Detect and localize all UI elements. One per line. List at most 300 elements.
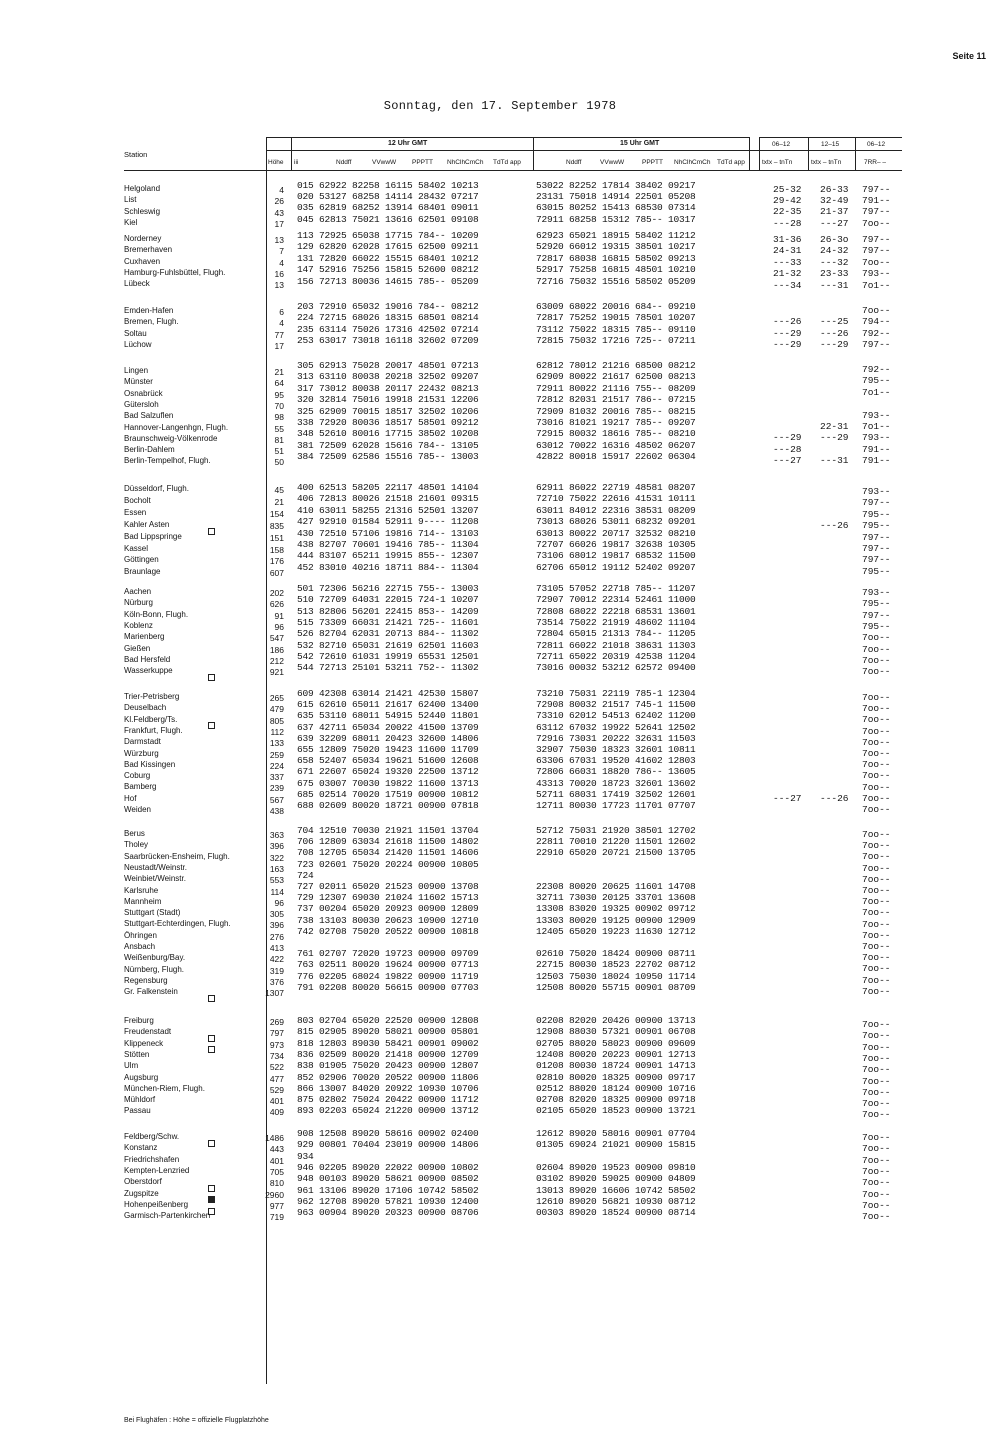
station-height: 529 [269, 1084, 284, 1095]
station-height: 719 [269, 1212, 284, 1223]
precip-06-12: 795-- [862, 375, 891, 387]
station-height: 805 [269, 715, 284, 726]
precip-06-12: 795-- [862, 565, 891, 577]
open-square-icon [208, 722, 215, 729]
obs-12-utc: 946 02205 89020 22022 00900 10802 [297, 1161, 479, 1173]
obs-12-utc: 235 63114 75026 17316 42502 07214 [297, 323, 479, 335]
obs-12-utc: 427 92910 01584 52911 9---- 11208 [297, 516, 479, 528]
obs-15-utc: 12508 80020 55715 00901 08709 [536, 981, 696, 993]
precip-06-12: 7oo-- [862, 217, 891, 229]
obs-15-utc: 62706 65012 19112 52402 09207 [536, 561, 696, 573]
obs-15-utc: 62911 86022 22719 48581 08207 [536, 482, 696, 493]
precip-06-12: 7oo-- [862, 1064, 891, 1076]
station-height: 7 [279, 246, 284, 257]
obs-12-utc: 045 62813 75021 13616 62501 09108 [297, 213, 479, 225]
page-number: Seite 11 [952, 51, 986, 61]
obs-12-utc: 348 52610 80016 17715 38502 10208 [297, 428, 479, 440]
obs-15-utc: 63013 80022 20717 32532 08210 [536, 527, 696, 539]
open-square-icon [208, 528, 215, 535]
precip-06-12: 7oo-- [862, 632, 891, 644]
station-height: 13 [274, 235, 284, 245]
obs-15-utc: 62923 65021 18915 58402 11212 [536, 230, 696, 241]
station-name: Wasserkuppe [124, 666, 173, 676]
obs-15-utc: 63112 67032 19922 52641 12502 [536, 721, 696, 733]
obs-12-utc: 961 13106 89020 17106 10742 58502 [297, 1184, 479, 1196]
extra-divider-rule-1 [759, 137, 760, 170]
obs-15-utc: 13013 89020 16606 10742 58502 [536, 1184, 696, 1196]
obs-15-utc: 02708 82020 18325 00900 09718 [536, 1094, 696, 1106]
station-height: 322 [269, 852, 284, 863]
col12-clouds: NhClhCmCh [447, 159, 484, 166]
obs-12-utc: 908 12508 89020 58616 00902 02400 [297, 1128, 479, 1139]
temp-range-06-12: 22-35 [773, 206, 802, 218]
station-height: 977 [269, 1200, 284, 1211]
precip-06-12: 7oo-- [862, 1199, 891, 1211]
station-name: Berus [124, 829, 145, 838]
station-height: 176 [269, 556, 284, 567]
station-height: 112 [270, 726, 284, 737]
station-name: Cuxhaven [124, 256, 161, 266]
precip-06-12: 7oo-- [862, 1098, 891, 1110]
station-height: 319 [269, 965, 284, 976]
station-height: 4 [279, 257, 284, 268]
temp-range-12-15: ---29 [820, 432, 849, 444]
station-height: 479 [269, 704, 284, 715]
station-height: 16 [274, 268, 284, 279]
obs-12-utc: 791 02208 80020 56615 00900 07703 [297, 981, 479, 993]
header-top-line-right [759, 137, 902, 138]
header-bottom-line [124, 170, 902, 171]
station-height: 163 [269, 863, 284, 874]
obs-15-utc: 73210 75031 22119 785-1 12304 [536, 688, 696, 699]
obs-15-utc: 22910 65020 20721 21500 13705 [536, 847, 696, 859]
station-name: Essen [124, 507, 147, 517]
precip-06-12: 7oo-- [862, 736, 891, 748]
station-height: 114 [270, 886, 284, 897]
station-name: Münster [124, 377, 153, 387]
station-height: 305 [269, 909, 284, 920]
obs-12-utc: 526 82704 62031 20713 884-- 11302 [297, 628, 479, 640]
col12-nddff: Nddff [336, 159, 352, 166]
precip-06-12: 7oo-- [862, 770, 891, 782]
temp-range-12-15: ---26 [820, 327, 849, 339]
precip-06-12: 7oo-- [862, 929, 891, 941]
precip-06-12: 7oo-- [862, 974, 891, 986]
temp-range-06-12: ---33 [773, 256, 802, 268]
temp-range-12-15: ---25 [820, 316, 849, 328]
station-name: Düsseldorf, Flugh. [124, 484, 189, 493]
obs-12-utc: 020 53127 68258 14114 28432 07217 [297, 191, 479, 203]
station-name: Karlsruhe [124, 885, 159, 895]
obs-12-utc: 542 72610 61031 19919 65531 12501 [297, 650, 479, 662]
station-height: 96 [274, 897, 284, 908]
precip-06-12: 797-- [862, 338, 891, 350]
open-square-icon [208, 1046, 215, 1053]
station-height: 70 [274, 400, 284, 411]
page-title: Sonntag, den 17. September 1978 [383, 99, 617, 113]
obs-12-utc: 776 02205 68024 19822 00900 11719 [297, 970, 479, 982]
precip-06-12: 791-- [862, 443, 891, 455]
obs-15-utc: 01208 80030 18724 00901 14713 [536, 1060, 696, 1072]
obs-15-utc: 73106 68012 19817 68532 11500 [536, 550, 696, 562]
station-name: Tholey [124, 840, 149, 850]
station-height: 4 [279, 185, 284, 195]
obs-12-utc: 818 12803 89030 58421 00901 09002 [297, 1037, 479, 1049]
obs-12-utc: 742 02708 75020 20522 00900 10818 [297, 925, 479, 937]
precip-06-12: 795-- [862, 508, 891, 520]
precip-06-12: 7oo-- [862, 1041, 891, 1053]
precip-06-12: 797-- [862, 497, 891, 509]
mountain-station-marker [208, 1134, 215, 1152]
station-name: Braunlage [124, 567, 161, 577]
station-height: 396 [269, 920, 284, 931]
obs-15-utc: 02604 89020 19523 00900 09810 [536, 1161, 696, 1173]
station-height: 13 [274, 280, 284, 291]
station-height: 396 [269, 841, 284, 852]
station-name: Braunschweig-Völkenrode [124, 433, 218, 443]
obs-12-utc: 803 02704 65020 22520 00900 12808 [297, 1015, 479, 1026]
precip-06-12: 7oo-- [862, 714, 891, 726]
station-height: 45 [274, 485, 284, 495]
station-height: 98 [274, 412, 284, 423]
station-name: Neustadt/Weinstr. [124, 862, 187, 872]
obs-15-utc: 22308 80020 20625 11601 14708 [536, 881, 696, 892]
station-name: Weiden [124, 805, 151, 814]
obs-12-utc: 729 12307 69030 21024 11602 15713 [297, 892, 479, 904]
obs-15-utc: 72815 75032 17216 725-- 07211 [536, 334, 696, 346]
obs-12-utc: 763 02511 80020 19624 00900 07713 [297, 959, 479, 971]
station-name: Trier-Petrisberg [124, 692, 180, 701]
station-name: Hohenpeißenberg [124, 1199, 189, 1209]
precip-06-12: 7oo-- [862, 1188, 891, 1200]
station-name: Nürnberg, Flugh. [124, 964, 185, 974]
col15-nddff: Nddff [566, 159, 582, 166]
station-height: 797 [269, 1028, 284, 1039]
obs-12-utc: 609 42308 63014 21421 42530 15807 [297, 688, 479, 699]
station-name: Schleswig [124, 206, 161, 216]
open-square-icon [208, 1140, 215, 1147]
station-height: 477 [269, 1073, 284, 1084]
col12-dew: TdTd app [493, 159, 521, 166]
precip-06-12: 795-- [862, 598, 891, 610]
station-height: 626 [269, 599, 284, 610]
station-height: 259 [269, 749, 284, 760]
obs-12-utc: 704 12510 70030 21921 11501 13704 [297, 825, 479, 836]
obs-12-utc: 381 72509 62028 15616 784-- 13105 [297, 439, 479, 451]
temp-range-12-15: 22-31 [820, 421, 849, 432]
obs-12-utc: 510 72709 64031 22015 724-1 10207 [297, 594, 479, 606]
obs-12-utc: 639 32209 68011 20423 32600 14806 [297, 732, 479, 744]
obs-15-utc: 52920 66012 19315 38501 10217 [536, 241, 696, 253]
obs-15-utc: 42822 80018 15917 22602 06304 [536, 451, 696, 463]
obs-15-utc: 72915 80032 18616 785-- 08210 [536, 428, 696, 440]
obs-15-utc: 13303 80020 19125 00900 12909 [536, 914, 696, 926]
obs-15-utc: 72711 65022 20319 42538 11204 [536, 650, 696, 662]
station-height: 43 [274, 207, 284, 218]
obs-15-utc: 02610 75020 18424 00900 08711 [536, 948, 696, 960]
precip-06-12: 7oo-- [862, 1086, 891, 1098]
obs-12-utc: 410 63011 58255 21316 52501 13207 [297, 504, 479, 516]
precip-06-12: 7oo-- [862, 725, 891, 737]
obs-12-utc: 305 62913 75028 20017 48501 07213 [297, 360, 479, 371]
precip-06-12: 7oo-- [862, 748, 891, 759]
temp-range-06-12: 25-32 [773, 184, 802, 195]
station-name: Berlin-Tempelhof, Flugh. [124, 456, 211, 466]
station-name: Würzburg [124, 748, 159, 758]
station-height: 363 [269, 830, 284, 840]
height-header: Höhe [268, 159, 284, 166]
precip-06-12: 797-- [862, 554, 891, 566]
group-divider-rule [533, 137, 534, 170]
obs-12-utc: 948 00103 89020 58621 00900 08502 [297, 1173, 479, 1185]
obs-12-utc: 637 42711 65034 20022 41500 13709 [297, 721, 479, 733]
precip-06-12: 7oo-- [862, 1132, 891, 1143]
extra-top-3: 06–12 [867, 141, 886, 148]
station-height: 17 [274, 218, 284, 229]
precip-06-12: 792-- [862, 364, 891, 375]
station-height: 553 [269, 875, 284, 886]
precip-06-12: 7o1-- [862, 279, 891, 291]
obs-15-utc: 63012 70022 16316 48502 06207 [536, 439, 696, 451]
obs-15-utc: 12610 89020 56821 10930 08712 [536, 1195, 696, 1207]
station-height: 705 [269, 1166, 284, 1177]
station-name: Köln-Bonn, Flugh. [124, 609, 189, 619]
obs-15-utc: 23131 75018 14914 22501 05208 [536, 191, 696, 203]
station-height: 443 [269, 1144, 284, 1155]
station-name: Zugspitze [124, 1188, 159, 1198]
obs-12-utc: 131 72820 66022 15515 68401 10212 [297, 252, 479, 264]
station-height: 2960 [265, 1189, 284, 1200]
obs-12-utc: 400 62513 58205 22117 48501 14104 [297, 482, 479, 493]
iii-column-rule [291, 137, 292, 170]
station-name: Freudenstadt [124, 1027, 172, 1037]
obs-15-utc: 72806 66031 18820 786-- 13605 [536, 766, 696, 778]
station-name: München-Riem, Flugh. [124, 1083, 205, 1093]
col12-ppptt: PPPTT [412, 159, 433, 166]
obs-12-utc: 338 72920 80036 18517 58501 09212 [297, 417, 479, 428]
obs-12-utc: 655 12809 75020 19423 11600 11709 [297, 744, 479, 755]
obs-15-utc: 32907 75030 18323 32601 10811 [536, 744, 696, 755]
station-name: Konstanz [124, 1143, 158, 1153]
obs-15-utc: 63306 67031 19520 41602 12803 [536, 755, 696, 767]
obs-15-utc: 01305 69024 21021 00900 15815 [536, 1139, 696, 1151]
station-height: 202 [269, 588, 284, 598]
station-height: 154 [269, 508, 284, 519]
station-name: Feldberg/Schw. [124, 1132, 180, 1141]
obs-12-utc: 444 83107 65211 19915 855-- 12307 [297, 550, 479, 562]
station-name: Stuttgart-Echterdingen, Flugh. [124, 919, 231, 929]
precip-06-12: 792-- [862, 327, 891, 339]
station-height: 401 [269, 1155, 284, 1166]
precip-06-12: 7oo-- [862, 666, 891, 678]
obs-15-utc: 63009 68022 20016 684-- 09210 [536, 301, 696, 312]
station-height: 81 [274, 434, 284, 445]
extra-bottom-1: txtx – tnTn [762, 159, 793, 166]
obs-12-utc: 708 12705 65034 21420 11501 14606 [297, 847, 479, 859]
precip-06-12: 7oo-- [862, 873, 891, 885]
station-name: Ulm [124, 1061, 139, 1071]
station-height: 422 [269, 954, 284, 965]
obs-12-utc: 438 82707 70601 19416 785-- 11304 [297, 539, 479, 550]
precip-06-12: 7oo-- [862, 896, 891, 908]
obs-12-utc: 685 02514 70020 17519 00900 10812 [297, 788, 479, 800]
obs-15-utc: 72808 68022 22218 68531 13601 [536, 605, 696, 617]
precip-06-12: 7oo-- [862, 1165, 891, 1177]
temp-range-12-15: 21-37 [820, 206, 849, 218]
station-height: 151 [269, 532, 284, 543]
obs-15-utc: 12908 88030 57321 00901 06708 [536, 1026, 696, 1038]
station-height: 401 [269, 1096, 284, 1107]
station-name: Norderney [124, 234, 162, 243]
col15-clouds: NhClhCmCh [674, 159, 711, 166]
obs-15-utc: 32711 73030 20125 33701 13608 [536, 892, 696, 904]
obs-12-utc: 452 83010 40216 18711 884-- 11304 [297, 561, 479, 573]
obs-12-utc: 723 02601 75020 20224 00900 10805 [297, 858, 479, 870]
precip-06-12: 797-- [862, 184, 891, 195]
precip-06-12: 7oo-- [862, 692, 891, 703]
precip-06-12: 7oo-- [862, 907, 891, 919]
precip-06-12: 797-- [862, 245, 891, 257]
temp-range-12-15: ---31 [820, 279, 849, 291]
obs-15-utc: 13308 83020 19325 00902 09712 [536, 903, 696, 915]
obs-12-utc: 224 72715 68026 18315 68501 08214 [297, 312, 479, 324]
station-height: 186 [269, 644, 284, 655]
temp-range-12-15: ---32 [820, 256, 849, 268]
station-name: Ansbach [124, 942, 156, 951]
obs-15-utc: 72817 68038 16815 58502 09213 [536, 252, 696, 264]
temp-range-06-12: ---28 [773, 443, 802, 455]
temp-range-06-12: ---29 [773, 338, 802, 350]
station-name: Koblenz [124, 620, 153, 630]
station-height: 239 [269, 783, 284, 794]
obs-15-utc: 52712 75031 21920 38501 12702 [536, 825, 696, 836]
station-name: Lüchow [124, 339, 152, 349]
temp-range-12-15: ---31 [820, 455, 849, 467]
station-height: 158 [269, 544, 284, 555]
station-name: Göttingen [124, 555, 159, 565]
station-height: 17 [274, 340, 284, 351]
footnote: Bei Flughäfen : Höhe = offizielle Flugplatzhöhe [124, 1417, 269, 1424]
obs-12-utc: 727 02011 65020 21523 00900 13708 [297, 881, 479, 892]
station-height: 1486 [265, 1133, 284, 1143]
obs-12-utc: 724 [297, 869, 314, 881]
obs-12-utc: 761 02707 72020 19723 00900 09709 [297, 948, 479, 960]
obs-12-utc: 430 72510 57106 19816 714-- 13103 [297, 527, 479, 539]
precip-06-12: 797-- [862, 609, 891, 621]
temp-range-12-15: ---26 [820, 792, 849, 804]
station-name: Bocholt [124, 495, 151, 505]
obs-12-utc: 737 00204 65020 20923 00900 12809 [297, 903, 479, 915]
precip-06-12: 797-- [862, 531, 891, 543]
station-name: Emden-Hafen [124, 306, 174, 315]
temp-range-06-12: ---29 [773, 432, 802, 444]
station-height: 269 [269, 1017, 284, 1027]
iii-header: iii [294, 159, 299, 166]
station-name: Gütersloh [124, 399, 159, 409]
obs-15-utc: 72716 75032 15516 58502 05209 [536, 275, 696, 287]
obs-15-utc: 02512 88020 18124 00900 10716 [536, 1082, 696, 1094]
station-name: Berlin-Dahlem [124, 445, 175, 455]
obs-12-utc: 635 53110 68011 54915 52440 11801 [297, 710, 479, 722]
obs-12-utc: 532 82710 65031 21619 62501 11603 [297, 639, 479, 651]
station-name: Frankfurt, Flugh. [124, 725, 183, 735]
precip-06-12: 7oo-- [862, 952, 891, 964]
temp-range-06-12: 24-31 [773, 245, 802, 257]
obs-12-utc: 544 72713 25101 53211 752-- 11302 [297, 662, 479, 674]
open-square-icon [208, 995, 215, 1002]
station-name: Saarbrücken-Ensheim, Flugh. [124, 851, 230, 861]
col15-dew: TdTd app [717, 159, 745, 166]
station-name: Bremerhaven [124, 245, 173, 255]
obs-12-utc: 738 13103 80030 20623 10900 12710 [297, 914, 479, 926]
station-height: 91 [274, 610, 284, 621]
station-height: 810 [269, 1178, 284, 1189]
precip-06-12: 7oo-- [862, 1019, 891, 1030]
precip-06-12: 7oo-- [862, 256, 891, 268]
precip-06-12: 7oo-- [862, 703, 891, 715]
station-height: 413 [269, 943, 284, 953]
col12-vvwww: VVwwW [372, 159, 397, 166]
station-height: 55 [274, 423, 284, 434]
obs-12-utc: 866 13007 84020 20922 10930 10706 [297, 1082, 479, 1094]
temp-range-06-12: ---28 [773, 217, 802, 229]
precip-06-12: 7oo-- [862, 885, 891, 896]
station-name: Bamberg [124, 782, 157, 792]
obs-15-utc: 72707 66026 19817 32638 10305 [536, 539, 696, 550]
precip-06-12: 7oo-- [862, 804, 891, 815]
station-name: Hannover-Langenhgn, Flugh. [124, 422, 229, 432]
precip-06-12: 794-- [862, 316, 891, 328]
station-name: Mühldorf [124, 1095, 156, 1105]
precip-06-12: 7oo-- [862, 1052, 891, 1064]
extra-bottom-3: 7RR– – [864, 159, 887, 166]
station-name: Freiburg [124, 1016, 154, 1025]
station-name: Bad Hersfeld [124, 654, 171, 664]
precip-06-12: 7oo-- [862, 305, 891, 316]
precip-06-12: 791-- [862, 455, 891, 467]
precip-06-12: 795-- [862, 520, 891, 532]
obs-12-utc: 815 02905 89020 58021 00900 05801 [297, 1026, 479, 1038]
station-name: Bad Kissingen [124, 759, 176, 769]
obs-15-utc: 22811 70010 21220 11501 12602 [536, 836, 696, 848]
obs-15-utc: 73013 68026 53011 68232 09201 [536, 516, 696, 528]
obs-15-utc: 72908 80032 21517 745-1 11500 [536, 699, 696, 711]
station-name: Stötten [124, 1049, 150, 1059]
temp-range-12-15: ---26 [820, 520, 849, 532]
station-height: 438 [269, 806, 284, 816]
station-name: Augsburg [124, 1072, 159, 1082]
temp-range-06-12: ---27 [773, 792, 802, 804]
obs-12-utc: 129 62820 62028 17615 62500 09211 [297, 241, 479, 253]
precip-06-12: 7oo-- [862, 654, 891, 666]
temp-range-06-12: ---29 [773, 327, 802, 339]
precip-06-12: 7o1-- [862, 421, 891, 432]
col15-vvwww: VVwwW [600, 159, 625, 166]
obs-12-utc: 501 72306 56216 22715 755-- 13003 [297, 583, 479, 594]
station-height: 224 [269, 760, 284, 771]
station-name: Kl.Feldberg/Ts. [124, 714, 178, 724]
obs-15-utc: 73016 81021 19217 785-- 09207 [536, 417, 696, 428]
station-name: Kassel [124, 543, 149, 553]
extra-top-1: 06–12 [772, 141, 791, 148]
station-height: 50 [274, 457, 284, 468]
precip-06-12: 7oo-- [862, 1075, 891, 1087]
obs-15-utc: 00303 89020 18524 00900 08714 [536, 1207, 696, 1219]
station-height: 21 [274, 496, 284, 507]
obs-15-utc: 73112 75022 18315 785-- 09110 [536, 323, 696, 335]
obs-15-utc: 22715 80030 18523 22702 08712 [536, 959, 696, 971]
station-height: 265 [269, 693, 284, 703]
